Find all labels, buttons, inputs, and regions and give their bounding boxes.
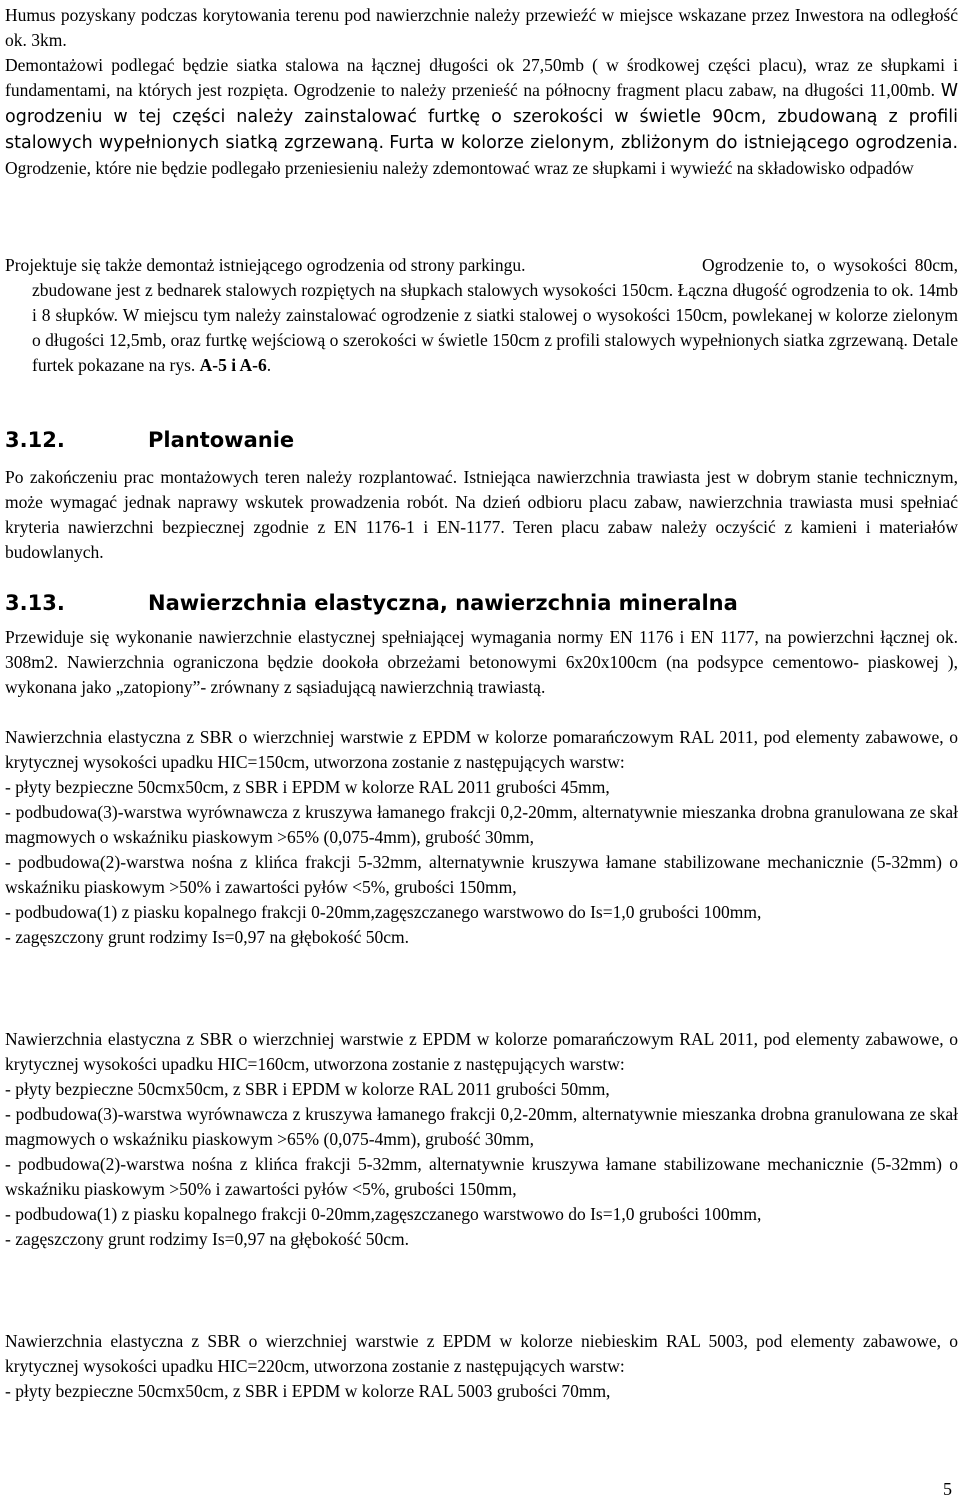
layer-item: - płyty bezpieczne 50cmx50cm, z SBR i EPDM w kolorze RAL 2011 grubości 45mm, (5, 777, 610, 797)
humus-paragraph: Humus pozyskany podczas korytowania terenu pod nawierzchnie należy przewieźć w miejsce wskazane przez Inwestora na odległość ok. 3km. (5, 5, 958, 50)
section-3-12-heading: 3.12. Plantowanie (5, 428, 295, 452)
layer-item: - podbudowa(1) z piasku kopalnego frakcji 0-20mm,zagęszczanego warstwowo do Is=1,0 grubości 100mm, (5, 1204, 762, 1224)
parking-fence-paragraph: Projektuje się także demontaż istniejącego ogrodzenia od strony parkingu. Ogrodzenie to, o wysokości 80cm, zbudowane jest z bednarek stalowych rozpiętych na słupkach stalowych wysokości 150cm. Łączna długość ogrodzenia to ok. 14mb i 8 słupków. W miejscu tym należy zainstalować ogrodzenie z siatki stalowej o wysokości 150cm, powlekanej w kolorze zielonym o długości 12,5mb, oraz furtkę wejściową o szerokości w świetle 150cm z profili stalowych wypełnionych siatka zgrzewaną. Detale furtek pokazane na rys. A-5 i A-6. (5, 255, 958, 375)
layer-item: - podbudowa(1) z piasku kopalnego frakcji 0-20mm,zagęszczanego warstwowo do Is=1,0 grubości 100mm, (5, 902, 762, 922)
layer-item: - płyty bezpieczne 50cmx50cm, z SBR i EPDM w kolorze RAL 5003 grubości 70mm, (5, 1381, 611, 1401)
layer-item: - podbudowa(2)-warstwa nośna z klińca frakcji 5-32mm, alternatywnie kruszywa łamane stabilizowane mechanicznie (5-32mm) o wskaźniku piaskowym >50% i zawartości pyłów <5%, grubości 150mm, (5, 852, 958, 897)
layer-item: - podbudowa(2)-warstwa nośna z klińca frakcji 5-32mm, alternatywnie kruszywa łamane stabilizowane mechanicznie (5-32mm) o wskaźniku piaskowym >50% i zawartości pyłów <5%, grubości 150mm, (5, 1154, 958, 1199)
layer-item: - podbudowa(3)-warstwa wyrównawcza z kruszywa łamanego frakcji 0,2-20mm, alternatywnie mieszanka drobna granulowana ze skał magmowych o wskaźniku piaskowym >65% (0,075-4mm), grubość 30mm, (5, 1104, 958, 1149)
layer-item: - płyty bezpieczne 50cmx50cm, z SBR i EPDM w kolorze RAL 2011 grubości 50mm, (5, 1079, 610, 1099)
surface-group-hic150: Nawierzchnia elastyczna z SBR o wierzchniej warstwie z EPDM w kolorze pomarańczowym RAL 2011, pod elementy zabawowe, o krytycznej wysokości upadku HIC=150cm, utworzona zostanie z następujących warstw: - płyty bezpieczne 50cmx50cm, z SBR i EPDM w kolorze RAL 2011 grubości 45mm, - podbudowa(3)-warstwa wyrównawcza z kruszywa łamanego frakcji 0,2-20mm, alternatywnie mieszanka drobna granulowana ze skał magmowych o wskaźniku piaskowym >65% (0,075-4mm), grubość 30mm, - podbudowa(2)-warstwa nośna z klińca frakcji 5-32mm, alternatywnie kruszywa łamane stabilizowane mechanicznie (5-32mm) o wskaźniku piaskowym >50% i zawartości pyłów <5%, grubości 150mm, - podbudowa(1) z piasku kopalnego frakcji 0-20mm,zagęszczanego warstwowo do Is=1,0 grubości 100mm, - zagęszczony grunt rodzimy Is=0,97 na głębokość 50cm. (5, 725, 958, 950)
layer-item: - podbudowa(3)-warstwa wyrównawcza z kruszywa łamanego frakcji 0,2-20mm, alternatywnie mieszanka drobna granulowana ze skał magmowych o wskaźniku piaskowym >65% (0,075-4mm), grubość 30mm, (5, 802, 958, 847)
surface-group-hic220: Nawierzchnia elastyczna z SBR o wierzchniej warstwie z EPDM w kolorze niebieskim RAL 5003, pod elementy zabawowe, o krytycznej wysokości upadku HIC=220cm, utworzona zostanie z następujących warstw: - płyty bezpieczne 50cmx50cm, z SBR i EPDM w kolorze RAL 5003 grubości 70mm, (5, 1329, 958, 1404)
page-number: 5 (943, 1479, 952, 1499)
plantowanie-paragraph: Po zakończeniu prac montażowych teren należy rozplantować. Istniejąca nawierzchnia trawiasta jest w dobrym stanie technicznym, może wymagać jednak naprawy wskutek prowadzenia robót. Na dzień odbioru placu zabaw, nawierzchnia trawiasta musi spełniać kryteria nawierzchni bezpiecznej zgodnie z EN 1176-1 i EN-1177. Teren placu zabaw należy oczyścić z kamieni i materiałów budowlanych. (5, 467, 959, 562)
surface-intro-paragraph: Przewiduje się wykonanie nawierzchnie elastycznej spełniającej wymagania normy EN 1176 i EN 1177, na powierzchni łącznej ok. 308m2. Nawierzchnia ograniczona będzie dookoła obrzeżami betonowymi 6x20x100cm (na podsypce cementowo- piaskowej ), wykonana jako „zatopiony”- zrównany z sąsiadującą nawierzchnią trawiastą. (5, 627, 958, 697)
layer-item: - zagęszczony grunt rodzimy Is=0,97 na głębokość 50cm. (5, 1229, 409, 1249)
section-3-13-heading: 3.13. Nawierzchnia elastyczna, nawierzchnia mineralna (5, 591, 738, 615)
surface-group-hic160: Nawierzchnia elastyczna z SBR o wierzchniej warstwie z EPDM w kolorze pomarańczowym RAL 2011, pod elementy zabawowe, o krytycznej wysokości upadku HIC=160cm, utworzona zostanie z następujących warstw: - płyty bezpieczne 50cmx50cm, z SBR i EPDM w kolorze RAL 2011 grubości 50mm, - podbudowa(3)-warstwa wyrównawcza z kruszywa łamanego frakcji 0,2-20mm, alternatywnie mieszanka drobna granulowana ze skał magmowych o wskaźniku piaskowym >65% (0,075-4mm), grubość 30mm, - podbudowa(2)-warstwa nośna z klińca frakcji 5-32mm, alternatywnie kruszywa łamane stabilizowane mechanicznie (5-32mm) o wskaźniku piaskowym >50% i zawartości pyłów <5%, grubości 150mm, - podbudowa(1) z piasku kopalnego frakcji 0-20mm,zagęszczanego warstwowo do Is=1,0 grubości 100mm, - zagęszczony grunt rodzimy Is=0,97 na głębokość 50cm. (5, 1027, 958, 1252)
demolition-paragraph: Demontażowi podlegać będzie siatka stalowa na łącznej długości ok 27,50mb ( w środkowej części placu), wraz ze słupkami i fundamentami, na których jest rozpięta. Ogrodzenie to należy przenieść na północny fragment placu zabaw, na długości 11,00mb. W ogrodzeniu w tej części należy zainstalować furtkę o szerokości w świetle 90cm, zbudowaną z profili stalowych wypełnionych siatką zgrzewaną. Furta w kolorze zielonym, zbliżonym do istniejącego ogrodzenia. Ogrodzenie, które nie będzie podlegało przeniesieniu należy zdemontować wraz ze słupkami i wywieźć na składowisko odpadów (5, 55, 959, 178)
layer-item: - zagęszczony grunt rodzimy Is=0,97 na głębokość 50cm. (5, 927, 409, 947)
